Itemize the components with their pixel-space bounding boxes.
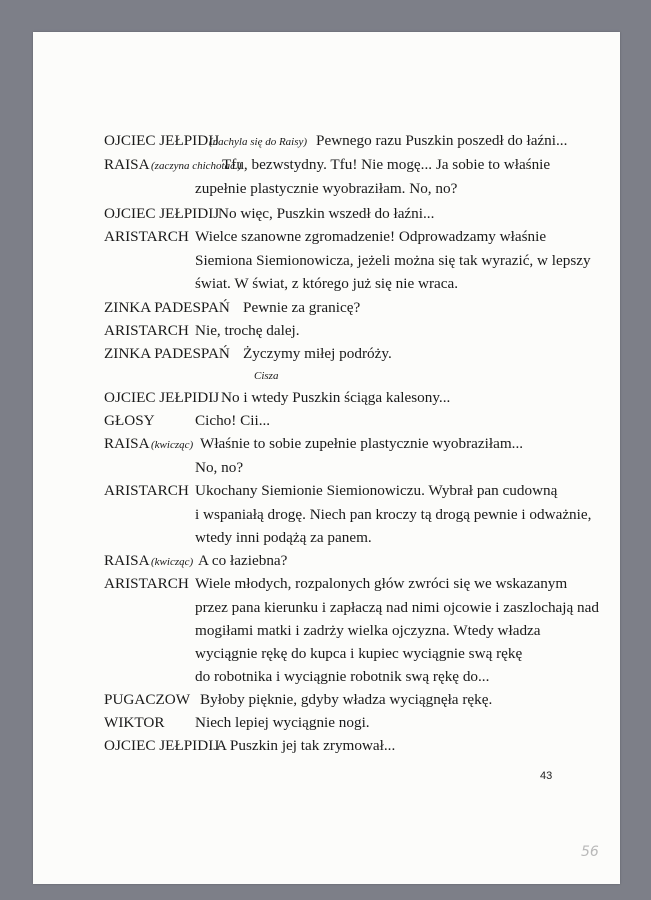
dialogue-text: Wiele młodych, rozpalonych głów zwróci się we wskazanym [195,575,568,592]
speaker-name: OJCIEC JEŁPIDIJ [104,205,220,222]
dialogue-text: No więc, Puszkin wszedł do łaźni... [218,205,435,222]
speaker-name: PUGACZOW [104,691,191,708]
speaker-name: ARISTARCH [104,575,189,592]
dialogue-continuation: do robotnika i wyciągnie robotnik swą rękę do... [195,668,490,685]
dialogue-text: Niech lepiej wyciągnie nogi. [195,714,370,731]
dialogue-text: Cicho! Cii... [195,412,271,429]
speaker-name: RAISA [104,435,150,452]
speaker-name: ARISTARCH [104,482,189,499]
dialogue-text: A Puszkin jej tak zrymował... [216,737,396,754]
dialogue-continuation: zupełnie plastycznie wyobraziłam. No, no? [195,180,458,197]
speaker-name: ZINKA PADESPAŃ [104,299,230,316]
dialogue-text: Wielce szanowne zgromadzenie! Odprowadzamy właśnie [195,228,547,245]
dialogue-text: Pewnie za granicę? [243,299,361,316]
speaker-name: ARISTARCH [104,228,189,245]
dialogue-continuation: przez pana kierunku i zapłaczą nad nimi ojcowie i zaszlochają nad [195,599,599,616]
speaker-name: OJCIEC JEŁPIDIJ [104,737,220,754]
stage-direction: (kwicząc) [151,439,194,451]
dialogue-continuation: mogiłami matki i zadrży wielka ojczyzna. Wtedy władza [195,622,541,639]
dialogue-continuation: wyciągnie rękę do kupca i kupiec wyciągnie swą rękę [195,645,523,662]
dialogue-text: Życzymy miłej podróży. [243,345,392,362]
speaker-name: OJCIEC JEŁPIDIJ [104,389,220,406]
dialogue-continuation: No, no? [195,459,244,476]
dialogue-text: Nie, trochę dalej. [195,322,300,339]
speaker-name: OJCIEC JEŁPIDIJ [104,132,220,149]
dialogue-text: Ukochany Siemionie Siemionowiczu. Wybrał pan cudowną [195,482,558,499]
page-number: 43 [540,770,553,782]
stage-direction: (nachyla się do Raisy) [209,136,308,148]
dialogue-continuation: wtedy inni podążą za panem. [195,529,372,546]
document-page [33,32,620,884]
dialogue-continuation: świat. W świat, z którego już się nie wraca. [195,275,459,292]
dialogue-text: A co łaziebna? [198,552,288,569]
dialogue-text: No i wtedy Puszkin ściąga kalesony... [221,389,451,406]
dialogue-continuation: Siemiona Siemionowicza, jeżeli można się tak wyrazić, w lepszy [195,252,591,269]
speaker-name: WIKTOR [104,714,165,731]
pencil-mark: 56 [581,844,599,860]
stage-direction: (zaczyna chichotać.) [151,160,242,172]
dialogue-text: Byłoby pięknie, gdyby władza wyciągnęła rękę. [200,691,493,708]
dialogue-continuation: i wspaniałą drogę. Niech pan kroczy tą drogą pewnie i odważnie, [195,506,592,523]
stage-direction-cisza: Cisza [254,370,279,382]
speaker-name: RAISA [104,156,150,173]
speaker-name: ZINKA PADESPAŃ [104,345,230,362]
speaker-name: GŁOSY [104,412,155,429]
dialogue-text: Tfu, bezwstydny. Tfu! Nie mogę... Ja sobie to właśnie [222,156,551,173]
stage-direction: (kwicząc) [151,556,194,568]
dialogue-text: Pewnego razu Puszkin poszedł do łaźni... [316,132,568,149]
speaker-name: ARISTARCH [104,322,189,339]
dialogue-text: Właśnie to sobie zupełnie plastycznie wyobraziłam... [200,435,524,452]
speaker-name: RAISA [104,552,150,569]
